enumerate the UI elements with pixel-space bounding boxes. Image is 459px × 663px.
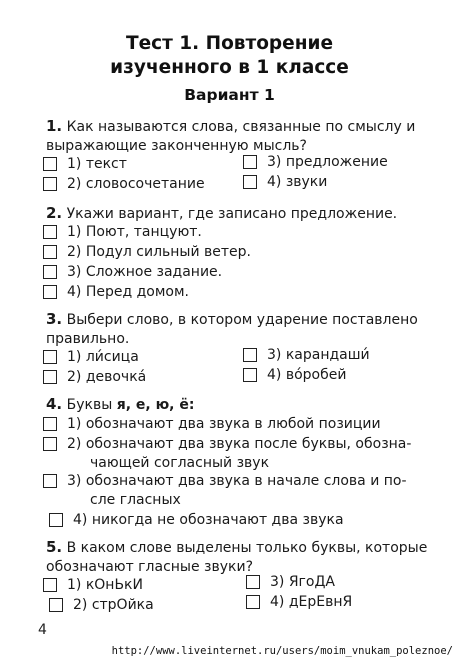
option-label: 2) словосочетание <box>67 176 205 192</box>
question-1 <box>46 117 436 156</box>
option-label: 4) Перед домом. <box>67 284 189 300</box>
option-label: 3) предложение <box>267 154 388 170</box>
option-label: 3) карандаши́ <box>267 347 370 363</box>
question-letters: я, е, ю, ё: <box>116 397 195 413</box>
answer-checkbox[interactable] <box>243 368 257 382</box>
answer-checkbox[interactable] <box>43 245 57 259</box>
option-label: 3) обозначают два звука в начале слова и по- <box>67 473 407 489</box>
answer-checkbox[interactable] <box>246 595 260 609</box>
question-5 <box>46 538 436 577</box>
option-label: 3) ЯгоДА <box>270 574 335 590</box>
question-text: В каком слове выделены только буквы, которые <box>66 540 428 556</box>
question-text: Укажи вариант, где записано предложение. <box>66 206 398 222</box>
option-label: 1) ли́сица <box>67 349 139 365</box>
answer-checkbox[interactable] <box>43 370 57 384</box>
question-text: Выбери слово, в котором ударение поставлено <box>66 312 418 328</box>
page-subtitle: изученного в 1 классе <box>110 57 349 78</box>
option-label: 4) звуки <box>267 174 328 190</box>
answer-checkbox[interactable] <box>246 575 260 589</box>
option-label: 2) Подул сильный ветер. <box>67 244 251 260</box>
question-4 <box>46 395 436 415</box>
question-3 <box>46 310 436 349</box>
answer-checkbox[interactable] <box>243 175 257 189</box>
answer-checkbox[interactable] <box>243 155 257 169</box>
answer-checkbox[interactable] <box>243 348 257 362</box>
question-number: 3. <box>46 310 63 328</box>
question-text-cont: обозначают гласные звуки? <box>46 559 253 575</box>
option-label: 4) дЕрЕвнЯ <box>270 594 353 610</box>
answer-checkbox[interactable] <box>49 598 63 612</box>
option-label: 1) текст <box>67 156 127 172</box>
answer-checkbox[interactable] <box>43 157 57 171</box>
question-number: 5. <box>46 538 63 556</box>
option-label: 2) девочка́ <box>67 369 147 385</box>
option-label: 1) Поют, танцуют. <box>67 224 202 240</box>
option-label: 1) кОнЬкИ <box>67 577 143 593</box>
option-label: 4) во́робей <box>267 367 347 383</box>
source-url[interactable]: http://www.liveinternet.ru/users/moim_vnukam_poleznoe/ <box>111 645 453 657</box>
option-label-cont: сле гласных <box>90 492 181 508</box>
question-text: Как называются слова, связанные по смыслу и <box>66 119 416 135</box>
answer-checkbox[interactable] <box>43 437 57 451</box>
option-label: 2) стрОйка <box>73 597 154 613</box>
answer-checkbox[interactable] <box>43 225 57 239</box>
answer-checkbox[interactable] <box>43 285 57 299</box>
answer-checkbox[interactable] <box>43 578 57 592</box>
question-text: Буквы <box>66 397 117 413</box>
answer-checkbox[interactable] <box>43 177 57 191</box>
variant-heading: Вариант 1 <box>184 86 275 104</box>
option-label: 4) никогда не обозначают два звука <box>73 512 344 528</box>
answer-checkbox[interactable] <box>43 474 57 488</box>
page-number: 4 <box>38 622 47 638</box>
option-label: 2) обозначают два звука после буквы, обозна- <box>67 436 412 452</box>
question-text-cont: выражающие законченную мысль? <box>46 138 307 154</box>
question-number: 1. <box>46 117 63 135</box>
question-2 <box>46 204 436 224</box>
answer-checkbox[interactable] <box>43 350 57 364</box>
option-label: 1) обозначают два звука в любой позиции <box>67 416 381 432</box>
question-text-cont: правильно. <box>46 331 130 347</box>
answer-checkbox[interactable] <box>49 513 63 527</box>
option-label: 3) Сложное задание. <box>67 264 223 280</box>
answer-checkbox[interactable] <box>43 417 57 431</box>
option-label-cont: чающей согласный звук <box>90 455 270 471</box>
question-number: 4. <box>46 395 63 413</box>
question-number: 2. <box>46 204 63 222</box>
page-title: Тест 1. Повторение <box>125 33 334 54</box>
answer-checkbox[interactable] <box>43 265 57 279</box>
